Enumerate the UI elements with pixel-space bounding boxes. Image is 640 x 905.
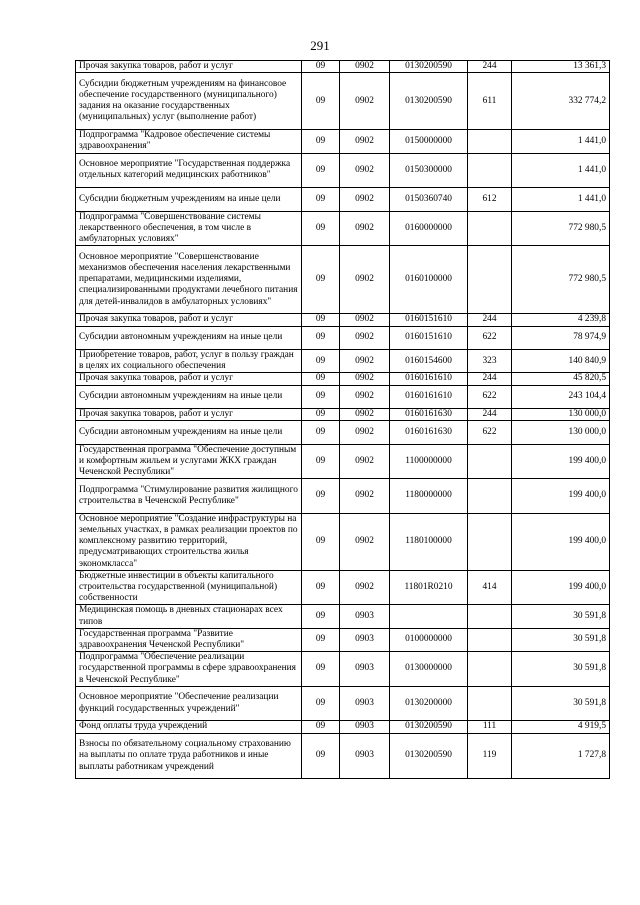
target-code: 0150360740	[390, 188, 468, 211]
table-row	[76, 408, 610, 420]
item-name: Приобретение товаров, работ, услуг в пользу граждан в целях их социального обеспечения	[76, 349, 302, 372]
expense-type-code	[468, 652, 512, 687]
section-code: 09	[302, 385, 340, 408]
section-code: 09	[302, 73, 340, 130]
amount: 4 239,8	[512, 314, 610, 326]
item-name: Субсидии автономным учреждениям на иные цели	[76, 385, 302, 408]
section-code: 09	[302, 444, 340, 479]
item-name: Бюджетные инвестиции в объекты капитального строительства государственной (муниципальной) собственности	[76, 570, 302, 605]
target-code: 0160161630	[390, 421, 468, 444]
section-code: 09	[302, 246, 340, 314]
target-code: 0100000000	[390, 628, 468, 651]
target-code: 1180100000	[390, 513, 468, 570]
expense-type-code: 611	[468, 73, 512, 130]
budget-table-body	[76, 61, 610, 779]
expense-type-code	[468, 628, 512, 651]
target-code: 0130200590	[390, 61, 468, 73]
subsection-code: 0903	[340, 605, 390, 628]
section-code: 09	[302, 421, 340, 444]
amount: 30 591,8	[512, 605, 610, 628]
amount: 30 591,8	[512, 628, 610, 651]
amount: 199 400,0	[512, 513, 610, 570]
amount: 199 400,0	[512, 570, 610, 605]
amount: 45 820,5	[512, 373, 610, 385]
target-code	[390, 605, 468, 628]
target-code: 0160151610	[390, 314, 468, 326]
target-code: 0130000000	[390, 652, 468, 687]
table-row	[76, 721, 610, 733]
target-code: 0160161630	[390, 408, 468, 420]
section-code: 09	[302, 721, 340, 733]
subsection-code: 0903	[340, 652, 390, 687]
section-code: 09	[302, 188, 340, 211]
item-name: Основное мероприятие "Государственная поддержка отдельных категорий медицинских работников"	[76, 153, 302, 188]
subsection-code: 0902	[340, 211, 390, 246]
item-name: Прочая закупка товаров, работ и услуг	[76, 314, 302, 326]
subsection-code: 0902	[340, 314, 390, 326]
expense-type-code: 244	[468, 314, 512, 326]
target-code: 1180000000	[390, 479, 468, 514]
item-name: Государственная программа "Обеспечение доступным и комфортным жильем и услугами ЖКХ граждан Чеченской Республики"	[76, 444, 302, 479]
expense-type-code: 622	[468, 385, 512, 408]
expense-type-code	[468, 246, 512, 314]
table-row	[76, 570, 610, 605]
section-code: 09	[302, 373, 340, 385]
subsection-code: 0902	[340, 513, 390, 570]
table-row	[76, 652, 610, 687]
table-row	[76, 211, 610, 246]
amount: 1 441,0	[512, 188, 610, 211]
expense-type-code: 111	[468, 721, 512, 733]
table-row	[76, 686, 610, 721]
section-code: 09	[302, 513, 340, 570]
amount: 1 727,8	[512, 733, 610, 779]
target-code: 0130200590	[390, 73, 468, 130]
item-name: Подпрограмма "Совершенствование системы лекарственного обеспечения, в том числе в амбулаторных условиях"	[76, 211, 302, 246]
table-row	[76, 385, 610, 408]
section-code: 09	[302, 153, 340, 188]
item-name: Государственная программа "Развитие здравоохранения Чеченской Республики"	[76, 628, 302, 651]
amount: 243 104,4	[512, 385, 610, 408]
amount: 1 441,0	[512, 130, 610, 153]
table-row	[76, 733, 610, 779]
expense-type-code: 414	[468, 570, 512, 605]
amount: 130 000,0	[512, 421, 610, 444]
item-name: Прочая закупка товаров, работ и услуг	[76, 373, 302, 385]
table-row	[76, 246, 610, 314]
amount: 130 000,0	[512, 408, 610, 420]
subsection-code: 0902	[340, 421, 390, 444]
section-code: 09	[302, 314, 340, 326]
table-row	[76, 605, 610, 628]
amount: 13 361,3	[512, 61, 610, 73]
item-name: Основное мероприятие "Создание инфраструктуры на земельных участках, в рамках реализации проектов по комплексному развитию территорий, предусматривающих строительства жилья экономкласса"	[76, 513, 302, 570]
target-code: 0160161610	[390, 385, 468, 408]
table-row	[76, 130, 610, 153]
section-code: 09	[302, 686, 340, 721]
amount: 30 591,8	[512, 652, 610, 687]
amount: 4 919,5	[512, 721, 610, 733]
subsection-code: 0902	[340, 61, 390, 73]
subsection-code: 0902	[340, 188, 390, 211]
table-row	[76, 188, 610, 211]
target-code: 0160000000	[390, 211, 468, 246]
table-row	[76, 326, 610, 349]
expense-type-code: 622	[468, 326, 512, 349]
page-number: 291	[310, 38, 330, 53]
section-code: 09	[302, 61, 340, 73]
section-code: 09	[302, 408, 340, 420]
target-code: 0150000000	[390, 130, 468, 153]
expense-type-code	[468, 211, 512, 246]
table-row	[76, 513, 610, 570]
amount: 140 840,9	[512, 349, 610, 372]
subsection-code: 0902	[340, 570, 390, 605]
table-row	[76, 373, 610, 385]
table-row	[76, 444, 610, 479]
subsection-code: 0902	[340, 130, 390, 153]
subsection-code: 0902	[340, 444, 390, 479]
subsection-code: 0903	[340, 733, 390, 779]
expense-type-code: 323	[468, 349, 512, 372]
subsection-code: 0902	[340, 479, 390, 514]
expense-type-code	[468, 513, 512, 570]
section-code: 09	[302, 479, 340, 514]
section-code: 09	[302, 349, 340, 372]
expense-type-code	[468, 686, 512, 721]
subsection-code: 0902	[340, 385, 390, 408]
target-code: 0130200000	[390, 686, 468, 721]
target-code: 0130200590	[390, 733, 468, 779]
amount: 30 591,8	[512, 686, 610, 721]
amount: 199 400,0	[512, 479, 610, 514]
amount: 199 400,0	[512, 444, 610, 479]
subsection-code: 0902	[340, 326, 390, 349]
table-row	[76, 314, 610, 326]
subsection-code: 0902	[340, 153, 390, 188]
item-name: Основное мероприятие "Совершенствование механизмов обеспечения населения лекарственными препаратами, медицинскими изделиями, специализированными продуктами лечебного питания для детей-инвалидов в амбулаторных условиях"	[76, 246, 302, 314]
item-name: Субсидии бюджетным учреждениям на иные цели	[76, 188, 302, 211]
expense-type-code	[468, 444, 512, 479]
item-name: Подпрограмма "Обеспечение реализации государственной программы в сфере здравоохранения в Чеченской Республике"	[76, 652, 302, 687]
expense-type-code: 244	[468, 61, 512, 73]
amount: 78 974,9	[512, 326, 610, 349]
expense-type-code	[468, 153, 512, 188]
section-code: 09	[302, 628, 340, 651]
subsection-code: 0902	[340, 349, 390, 372]
target-code: 0160151610	[390, 326, 468, 349]
item-name: Прочая закупка товаров, работ и услуг	[76, 61, 302, 73]
table-row	[76, 349, 610, 372]
section-code: 09	[302, 130, 340, 153]
expense-type-code	[468, 479, 512, 514]
subsection-code: 0903	[340, 721, 390, 733]
target-code: 0160161610	[390, 373, 468, 385]
table-row	[76, 628, 610, 651]
item-name: Субсидии бюджетным учреждениям на финансовое обеспечение государственного (муниципального) задания на оказание государственных (муниципальных) услуг (выполнение работ)	[76, 73, 302, 130]
table-row	[76, 421, 610, 444]
item-name: Субсидии автономным учреждениям на иные цели	[76, 326, 302, 349]
expense-type-code: 622	[468, 421, 512, 444]
table-row	[76, 479, 610, 514]
subsection-code: 0902	[340, 246, 390, 314]
target-code: 0160100000	[390, 246, 468, 314]
item-name: Основное мероприятие "Обеспечение реализации функций государственных учреждений"	[76, 686, 302, 721]
target-code: 0150300000	[390, 153, 468, 188]
target-code: 0130200590	[390, 721, 468, 733]
table-row	[76, 153, 610, 188]
section-code: 09	[302, 652, 340, 687]
item-name: Подпрограмма "Стимулирование развития жилищного строительства в Чеченской Республике"	[76, 479, 302, 514]
amount: 1 441,0	[512, 153, 610, 188]
subsection-code: 0902	[340, 73, 390, 130]
expense-type-code: 244	[468, 408, 512, 420]
subsection-code: 0903	[340, 686, 390, 721]
section-code: 09	[302, 733, 340, 779]
item-name: Субсидии автономным учреждениям на иные цели	[76, 421, 302, 444]
item-name: Фонд оплаты труда учреждений	[76, 721, 302, 733]
section-code: 09	[302, 211, 340, 246]
expense-type-code: 244	[468, 373, 512, 385]
target-code: 11801R0210	[390, 570, 468, 605]
section-code: 09	[302, 605, 340, 628]
expense-type-code: 612	[468, 188, 512, 211]
target-code: 1100000000	[390, 444, 468, 479]
subsection-code: 0903	[340, 628, 390, 651]
item-name: Медицинская помощь в дневных стационарах всех типов	[76, 605, 302, 628]
expense-type-code	[468, 605, 512, 628]
expense-type-code	[468, 130, 512, 153]
table-row	[76, 73, 610, 130]
subsection-code: 0902	[340, 373, 390, 385]
subsection-code: 0902	[340, 408, 390, 420]
amount: 772 980,5	[512, 211, 610, 246]
table-row	[76, 61, 610, 73]
budget-table	[75, 60, 610, 779]
target-code: 0160154600	[390, 349, 468, 372]
section-code: 09	[302, 570, 340, 605]
amount: 332 774,2	[512, 73, 610, 130]
item-name: Прочая закупка товаров, работ и услуг	[76, 408, 302, 420]
expense-type-code: 119	[468, 733, 512, 779]
section-code: 09	[302, 326, 340, 349]
item-name: Подпрограмма "Кадровое обеспечение системы здравоохранения"	[76, 130, 302, 153]
amount: 772 980,5	[512, 246, 610, 314]
item-name: Взносы по обязательному социальному страхованию на выплаты по оплате труда работников и иные выплаты работникам учреждений	[76, 733, 302, 779]
